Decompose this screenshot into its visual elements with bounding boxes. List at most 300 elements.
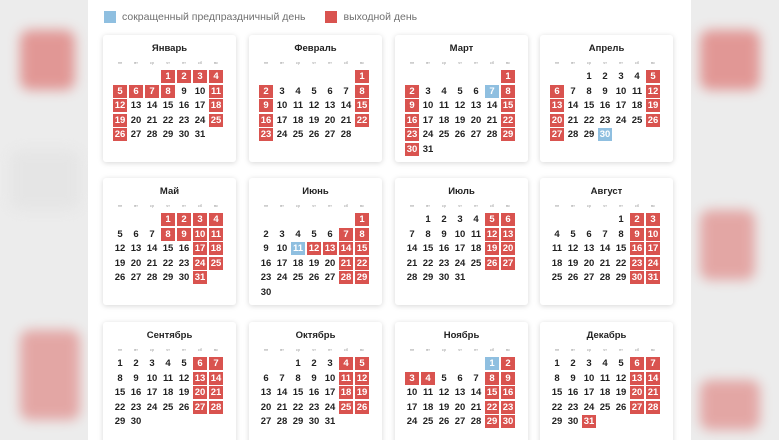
month-card	[540, 35, 673, 162]
weekday-label: пт	[328, 60, 332, 65]
day-off: 3	[646, 213, 660, 226]
day: 25	[438, 129, 450, 141]
weekday-label: ср	[295, 203, 301, 208]
day: 18	[599, 387, 611, 399]
day: 6	[327, 85, 333, 97]
day-off: 24	[647, 257, 659, 269]
day: 17	[324, 387, 336, 399]
day-off: 12	[114, 100, 126, 112]
days-grid	[550, 213, 662, 303]
weekday-label: чт	[603, 203, 607, 208]
day-off: 29	[502, 129, 514, 141]
day-off: 15	[356, 243, 368, 255]
days-grid	[550, 357, 662, 440]
day-off: 3	[405, 372, 419, 385]
weekday-label: вт	[134, 203, 138, 208]
day: 21	[146, 114, 158, 126]
day: 24	[324, 401, 336, 413]
day: 27	[583, 272, 595, 284]
day: 20	[583, 257, 595, 269]
day: 29	[583, 129, 595, 141]
day: 19	[308, 114, 320, 126]
day-off: 12	[308, 243, 320, 255]
day: 24	[615, 114, 627, 126]
weekday-header	[113, 203, 225, 211]
day-off: 9	[405, 99, 419, 112]
days-grid	[405, 70, 517, 160]
day: 11	[162, 372, 174, 384]
day-off: 9	[177, 228, 191, 241]
day-off: 12	[356, 372, 368, 384]
weekday-label: пт	[474, 347, 478, 352]
day-off: 11	[340, 372, 352, 384]
weekday-label: чт	[166, 60, 170, 65]
month-card	[249, 35, 382, 162]
legend-label-short: сокращенный предпраздничный день	[122, 11, 306, 23]
weekday-label: вт	[134, 347, 138, 352]
day-off: 4	[421, 372, 435, 385]
weekday-label: пт	[328, 203, 332, 208]
day: 21	[567, 114, 579, 126]
day-off: 5	[355, 357, 369, 370]
day: 4	[554, 228, 560, 240]
days-grid	[405, 213, 517, 303]
day: 20	[454, 401, 466, 413]
day: 31	[324, 416, 336, 428]
day: 25	[631, 114, 643, 126]
weekday-label: сб	[343, 60, 349, 65]
month-card	[249, 322, 382, 440]
day-off: 2	[405, 85, 419, 98]
day-off: 22	[356, 114, 368, 126]
day-off: 30	[406, 144, 418, 155]
weekday-label: вс	[650, 60, 656, 65]
month-title: Июнь	[302, 186, 329, 197]
day-off: 30	[502, 416, 514, 428]
weekday-label: пн	[117, 347, 123, 352]
day-short: 7	[485, 85, 499, 98]
day-off: 29	[356, 272, 368, 284]
weekday-label: сб	[634, 347, 640, 352]
weekday-label: пн	[554, 347, 560, 352]
day: 17	[146, 387, 158, 399]
days-grid	[405, 357, 517, 440]
month-title: Сентябрь	[146, 330, 193, 341]
day-off: 13	[631, 372, 643, 384]
day: 12	[308, 100, 320, 112]
day: 18	[438, 114, 450, 126]
day-off: 2	[177, 70, 191, 83]
weekday-label: пт	[182, 60, 186, 65]
weekday-header	[550, 60, 662, 68]
day-off: 14	[210, 372, 222, 384]
month-title: Февраль	[294, 43, 337, 54]
day: 5	[457, 85, 463, 97]
day: 19	[454, 114, 466, 126]
day: 24	[276, 129, 288, 141]
day: 29	[551, 416, 563, 428]
weekday-label: сб	[489, 203, 495, 208]
day: 21	[486, 114, 498, 126]
day: 2	[133, 358, 139, 369]
day: 24	[406, 416, 418, 428]
day: 19	[308, 257, 320, 269]
day: 22	[162, 257, 174, 269]
day: 19	[615, 387, 627, 399]
bg-blur-block	[20, 30, 75, 90]
day-off: 8	[161, 85, 175, 98]
day: 21	[599, 257, 611, 269]
day-off: 6	[501, 213, 515, 226]
day: 8	[618, 228, 624, 240]
day: 24	[422, 129, 434, 141]
day: 14	[406, 243, 418, 255]
day: 23	[567, 401, 579, 413]
day: 4	[473, 214, 479, 225]
day: 16	[599, 100, 611, 112]
day-off: 26	[486, 257, 498, 269]
days-grid	[113, 70, 225, 160]
day-off: 1	[161, 213, 175, 226]
day-off: 8	[355, 228, 369, 241]
day: 15	[292, 387, 304, 399]
day-off: 5	[646, 70, 660, 83]
day-off: 15	[502, 100, 514, 112]
day: 7	[602, 228, 608, 240]
day: 28	[340, 129, 352, 141]
weekday-label: вс	[505, 347, 511, 352]
day: 29	[615, 272, 627, 284]
day: 4	[295, 228, 301, 240]
weekday-header	[550, 347, 662, 355]
day: 13	[470, 100, 482, 112]
weekday-label: ср	[149, 203, 155, 208]
day: 27	[454, 416, 466, 428]
day: 13	[130, 100, 142, 112]
day-off: 27	[631, 401, 643, 413]
weekday-label: ср	[441, 203, 447, 208]
day: 3	[327, 358, 333, 369]
legend	[104, 9, 437, 25]
day: 4	[634, 71, 640, 82]
weekday-label: пн	[263, 60, 269, 65]
day: 12	[454, 100, 466, 112]
weekday-label: пт	[619, 203, 623, 208]
day: 22	[114, 401, 126, 413]
day: 25	[599, 401, 611, 413]
day-off: 29	[486, 416, 498, 428]
legend-swatch-short	[104, 11, 116, 23]
day-off: 16	[631, 243, 643, 255]
weekday-label: сб	[197, 203, 203, 208]
day-off: 16	[260, 114, 272, 126]
weekday-header	[550, 203, 662, 211]
weekday-header	[405, 60, 517, 68]
day: 21	[340, 114, 352, 126]
weekday-header	[113, 60, 225, 68]
weekday-label: чт	[458, 347, 462, 352]
month-card	[103, 178, 236, 305]
day-off: 22	[356, 257, 368, 269]
day-off: 26	[647, 114, 659, 126]
day: 7	[279, 372, 285, 384]
day: 1	[618, 214, 624, 225]
day: 25	[551, 272, 563, 284]
day: 21	[406, 257, 418, 269]
day: 15	[114, 387, 126, 399]
day: 2	[263, 228, 269, 240]
day-off: 11	[210, 85, 222, 97]
day-off: 8	[501, 85, 515, 98]
day-off: 31	[583, 416, 595, 428]
days-grid	[259, 70, 371, 160]
day-off: 28	[210, 401, 222, 413]
weekday-label: вт	[280, 347, 284, 352]
weekday-label: ср	[441, 60, 447, 65]
day: 4	[165, 358, 171, 369]
weekday-label: пт	[619, 347, 623, 352]
weekday-header	[259, 60, 371, 68]
weekday-label: вс	[359, 347, 365, 352]
day: 16	[260, 257, 272, 269]
weekday-label: пн	[409, 60, 415, 65]
weekday-label: сб	[489, 60, 495, 65]
day: 8	[295, 372, 301, 384]
weekday-label: вс	[213, 347, 219, 352]
day-off: 9	[501, 372, 515, 385]
day: 28	[146, 272, 158, 284]
day-off: 27	[194, 401, 206, 413]
weekday-label: пн	[263, 347, 269, 352]
day-off: 8	[161, 228, 175, 241]
weekday-label: сб	[343, 203, 349, 208]
day: 3	[618, 71, 624, 82]
day: 13	[583, 243, 595, 255]
month-title: Март	[449, 43, 474, 54]
day-off: 14	[647, 372, 659, 384]
day-off: 1	[501, 70, 515, 83]
day: 10	[422, 100, 434, 112]
day: 24	[454, 257, 466, 269]
weekday-label: чт	[603, 60, 607, 65]
day: 15	[162, 243, 174, 255]
day: 21	[470, 401, 482, 413]
day: 8	[554, 372, 560, 384]
weekday-label: вс	[650, 203, 656, 208]
day: 21	[146, 257, 158, 269]
day: 5	[618, 358, 624, 369]
day-off: 2	[259, 85, 273, 98]
day: 18	[292, 257, 304, 269]
weekday-label: вт	[280, 60, 284, 65]
day: 9	[263, 243, 269, 255]
day: 27	[324, 129, 336, 141]
day: 9	[181, 85, 187, 97]
day: 31	[422, 144, 434, 155]
day: 28	[599, 272, 611, 284]
weekday-label: ср	[586, 60, 592, 65]
days-grid	[550, 70, 662, 160]
weekday-label: чт	[166, 203, 170, 208]
day: 25	[422, 416, 434, 428]
month-card	[540, 178, 673, 305]
day-off: 27	[502, 257, 514, 269]
day: 22	[162, 114, 174, 126]
day: 1	[586, 71, 592, 82]
day-off: 25	[210, 114, 222, 126]
day: 25	[292, 272, 304, 284]
day-off: 18	[340, 387, 352, 399]
day: 6	[327, 228, 333, 240]
day: 14	[340, 100, 352, 112]
day: 20	[260, 401, 272, 413]
day-off: 21	[647, 387, 659, 399]
day: 20	[130, 114, 142, 126]
day: 13	[324, 100, 336, 112]
day: 13	[454, 387, 466, 399]
weekday-label: вт	[426, 347, 430, 352]
day: 25	[292, 129, 304, 141]
day: 11	[470, 228, 482, 240]
day: 29	[422, 272, 434, 284]
day: 1	[554, 358, 560, 369]
day: 28	[470, 416, 482, 428]
weekday-label: чт	[603, 347, 607, 352]
day: 24	[194, 114, 206, 126]
day: 26	[454, 129, 466, 141]
day-off: 18	[210, 243, 222, 255]
day-off: 8	[355, 85, 369, 98]
day-off: 6	[630, 357, 644, 370]
day: 14	[599, 243, 611, 255]
day: 17	[615, 100, 627, 112]
day-off: 16	[406, 114, 418, 126]
day: 1	[295, 358, 301, 369]
day-off: 19	[356, 387, 368, 399]
day: 5	[311, 85, 317, 97]
day: 3	[279, 228, 285, 240]
day: 25	[470, 257, 482, 269]
day-off: 10	[647, 228, 659, 240]
day: 23	[178, 257, 190, 269]
day-off: 7	[646, 357, 660, 370]
month-title: Ноябрь	[443, 330, 480, 341]
weekday-label: пт	[474, 60, 478, 65]
month-title: Октябрь	[295, 330, 336, 341]
weekday-label: ср	[441, 347, 447, 352]
day: 26	[308, 129, 320, 141]
day: 8	[425, 228, 431, 240]
day: 15	[422, 243, 434, 255]
day-short: 11	[292, 243, 304, 255]
day: 4	[295, 85, 301, 97]
day: 12	[567, 243, 579, 255]
day: 19	[114, 257, 126, 269]
day-off: 1	[355, 213, 369, 226]
day: 14	[276, 387, 288, 399]
legend-item-short	[104, 11, 305, 23]
day-off: 27	[551, 129, 563, 141]
day: 28	[276, 416, 288, 428]
day-off: 23	[406, 129, 418, 141]
month-title: Август	[590, 186, 623, 197]
day-off: 4	[209, 70, 223, 83]
day-off: 19	[114, 114, 126, 126]
day: 12	[114, 243, 126, 255]
day-off: 18	[210, 100, 222, 112]
day-short: 30	[599, 129, 611, 141]
day: 5	[117, 228, 123, 240]
day: 26	[308, 272, 320, 284]
day: 25	[162, 401, 174, 413]
day: 4	[441, 85, 447, 97]
day-off: 15	[356, 100, 368, 112]
weekday-label: вт	[571, 203, 575, 208]
day: 2	[570, 358, 576, 369]
day-off: 22	[486, 401, 498, 413]
day-off: 28	[647, 401, 659, 413]
weekday-label: вт	[426, 203, 430, 208]
legend-swatch-off	[325, 11, 337, 23]
day-off: 19	[486, 243, 498, 255]
day: 26	[438, 416, 450, 428]
day: 17	[454, 243, 466, 255]
day-off: 6	[550, 85, 564, 98]
day: 7	[343, 85, 349, 97]
day: 27	[130, 129, 142, 141]
day-off: 21	[210, 387, 222, 399]
weekday-label: вс	[505, 60, 511, 65]
legend-label-off: выходной день	[343, 11, 418, 23]
day: 26	[178, 401, 190, 413]
day-off: 14	[340, 243, 352, 255]
weekday-label: вс	[505, 203, 511, 208]
day-off: 2	[501, 357, 515, 370]
day: 12	[178, 372, 190, 384]
weekday-label: вт	[571, 60, 575, 65]
weekday-header	[113, 347, 225, 355]
day: 18	[292, 114, 304, 126]
weekday-label: чт	[312, 60, 316, 65]
day: 11	[422, 387, 434, 399]
weekday-header	[405, 203, 517, 211]
day: 30	[567, 416, 579, 428]
day-off: 17	[647, 243, 659, 255]
day: 26	[615, 401, 627, 413]
day: 2	[602, 71, 608, 82]
day: 19	[567, 257, 579, 269]
month-title: Апрель	[588, 43, 625, 54]
day: 23	[130, 401, 142, 413]
weekday-label: сб	[197, 60, 203, 65]
days-grid	[259, 357, 371, 440]
month-title: Декабрь	[586, 330, 627, 341]
day: 13	[130, 243, 142, 255]
weekday-label: пт	[474, 203, 478, 208]
day: 17	[194, 100, 206, 112]
day: 12	[615, 372, 627, 384]
day: 9	[441, 228, 447, 240]
day-off: 13	[502, 228, 514, 240]
day-off: 20	[194, 387, 206, 399]
month-card	[103, 35, 236, 162]
day: 15	[162, 100, 174, 112]
day-off: 1	[161, 70, 175, 83]
day: 10	[324, 372, 336, 384]
weekday-label: сб	[343, 347, 349, 352]
bg-blur-block	[700, 210, 755, 280]
day: 14	[146, 243, 158, 255]
